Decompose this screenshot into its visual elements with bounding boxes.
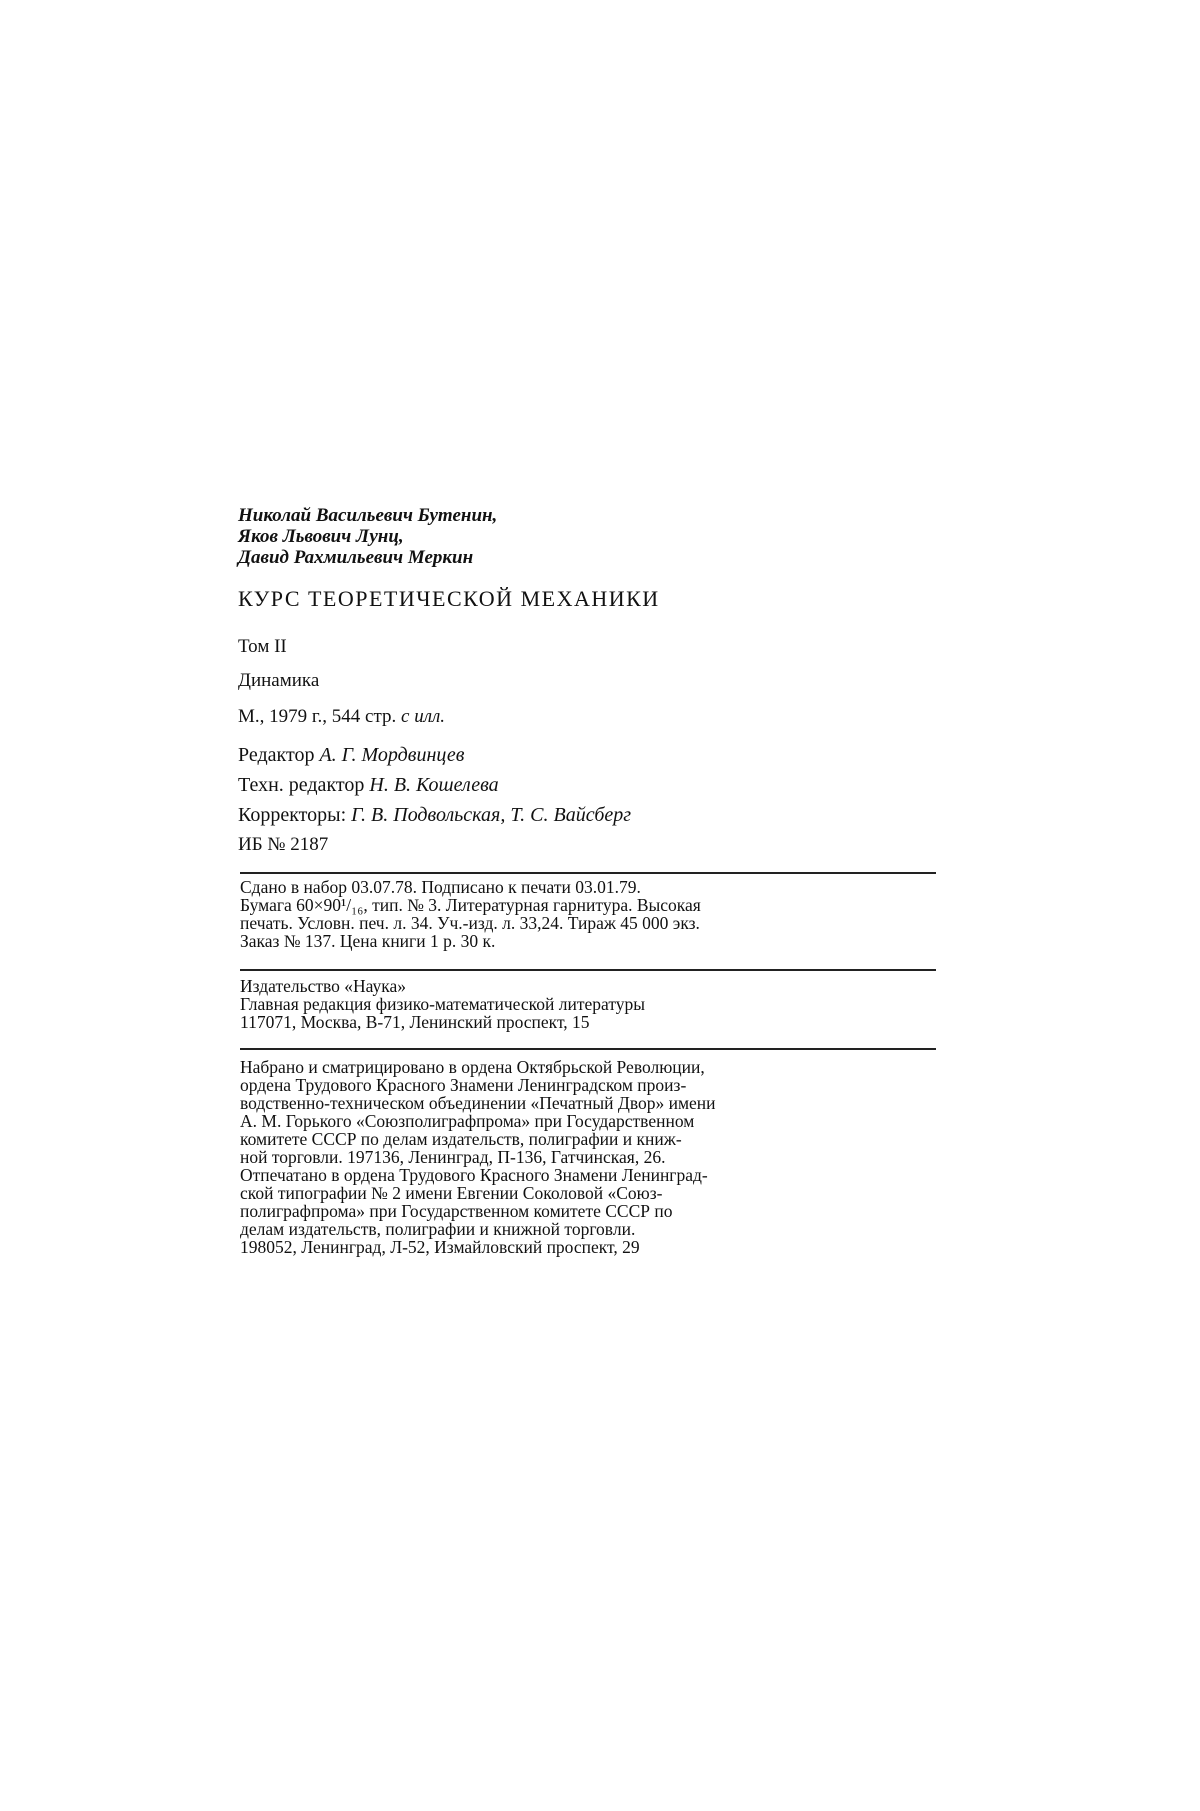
editor-line: [238, 740, 631, 770]
printing-line: ной торговли. 197136, Ленинград, П-136, Гатчинская, 26.: [240, 1147, 666, 1167]
tech-editor-line: [238, 770, 631, 800]
printing-line: Набрано и сматрицировано в ордена Октябрьской Революции,: [240, 1057, 705, 1077]
printing-line: полиграфпрома» при Государственном комитете СССР по: [240, 1201, 673, 1221]
author-name: Давид Рахмильевич Меркин: [238, 547, 474, 568]
print-info-line: Заказ № 137. Цена книги 1 р. 30 к.: [240, 931, 496, 951]
printing-line: А. М. Горького «Союзполиграфпрома» при Государственном: [240, 1111, 695, 1131]
printing-line: комитете СССР по делам издательств, полиграфии и книж-: [240, 1129, 682, 1149]
editor-name: Г. В. Подвольская, Т. С. Вайсберг: [351, 804, 632, 826]
publisher-line: Главная редакция физико-математической литературы: [240, 994, 646, 1014]
editors-list: [238, 740, 631, 830]
imprint-line: [238, 706, 445, 728]
printing-line: водственно-техническом объединении «Печатный Двор» имени: [240, 1093, 716, 1113]
imprint-illustrations: с илл.: [401, 706, 446, 727]
printing-line: Отпечатано в ордена Трудового Красного Знамени Ленинград-: [240, 1165, 708, 1185]
editor-role: Корректоры:: [238, 804, 352, 826]
editor-role: Техн. редактор: [238, 774, 370, 796]
editor-name: А. Г. Мордвинцев: [319, 744, 465, 766]
proofreaders-line: [238, 800, 631, 830]
print-info-line: Бумага 60×90¹/₁₆, тип. № 3. Литературная гарнитура. Высокая: [240, 895, 701, 915]
editor-role: Редактор: [238, 744, 320, 766]
printing-house-block: [240, 1058, 936, 1256]
print-info-line: Сдано в набор 03.07.78. Подписано к печати 03.01.79.: [240, 877, 641, 897]
book-title: КУРС ТЕОРЕТИЧЕСКОЙ МЕХАНИКИ: [238, 586, 660, 611]
divider: [240, 969, 936, 971]
ib-number: ИБ № 2187: [238, 834, 329, 855]
editor-name: Н. В. Кошелева: [369, 774, 499, 796]
author-name: Николай Васильевич Бутенин,: [238, 505, 498, 526]
publisher-block: [240, 977, 936, 1031]
divider: [240, 872, 936, 874]
print-info-line: печать. Условн. печ. л. 34. Уч.-изд. л. 33,24. Тираж 45 000 экз.: [240, 913, 700, 933]
publisher-line: 117071, Москва, В-71, Ленинский проспект, 15: [240, 1012, 590, 1032]
printing-line: 198052, Ленинград, Л-52, Измайловский проспект, 29: [240, 1237, 640, 1257]
author-name: Яков Львович Лунц,: [238, 526, 404, 547]
imprint-details: М., 1979 г., 544 стр.: [238, 706, 402, 727]
print-info-block: [240, 878, 936, 950]
volume-label: Том II: [238, 636, 287, 657]
publisher-line: Издательство «Наука»: [240, 976, 407, 996]
subject-label: Динамика: [238, 670, 320, 691]
printing-line: ордена Трудового Красного Знамени Ленинградском произ-: [240, 1075, 687, 1095]
printing-line: делам издательств, полиграфии и книжной торговли.: [240, 1219, 636, 1239]
divider: [240, 1048, 936, 1050]
authors-list: [238, 505, 938, 568]
printing-line: ской типографии № 2 имени Евгении Соколовой «Союз-: [240, 1183, 663, 1203]
